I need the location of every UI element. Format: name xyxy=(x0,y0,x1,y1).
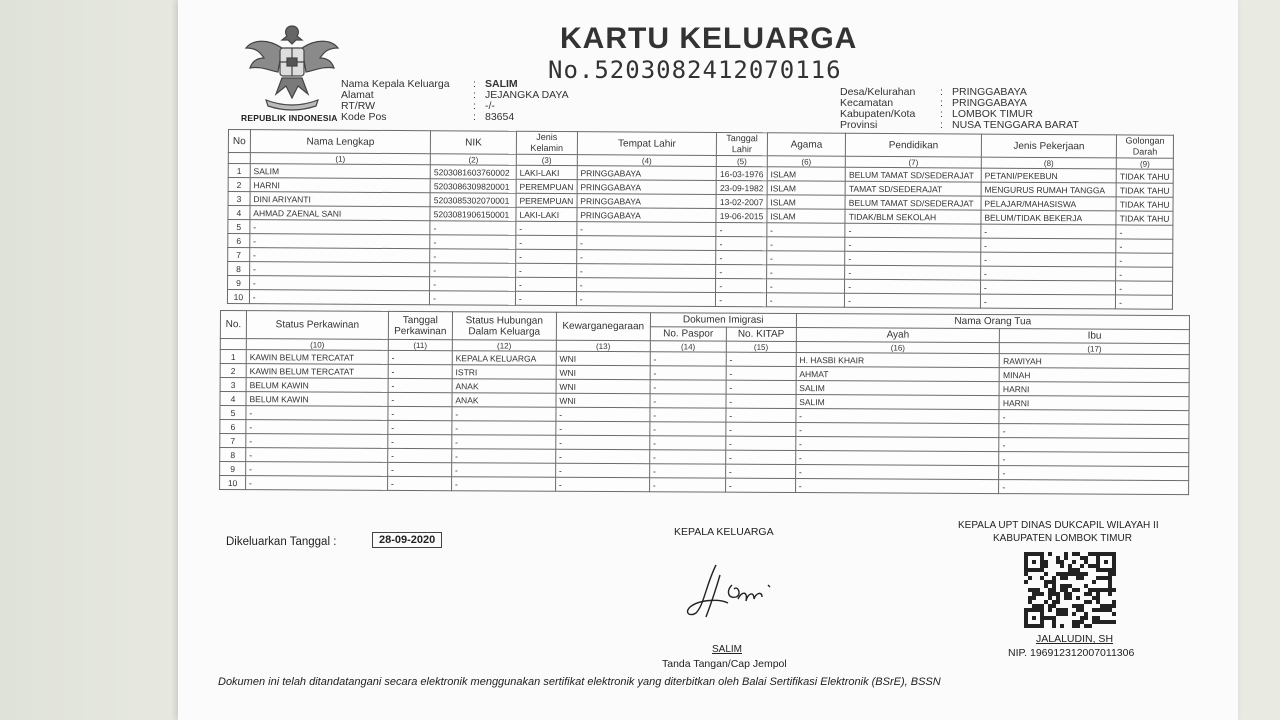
table-cell: WNI xyxy=(556,351,650,365)
table-cell: DINI ARIYANTI xyxy=(250,192,430,207)
table-cell: - xyxy=(795,479,999,494)
table-cell: ISTRI xyxy=(452,365,556,380)
col-header: No. KITAP xyxy=(726,327,796,341)
col-header: Status Perkawinan xyxy=(246,311,388,340)
table-cell: BELUM/TIDAK BEKERJA xyxy=(981,210,1116,225)
table-cell: TIDAK TAHU xyxy=(1116,169,1173,183)
table-cell: 7 xyxy=(220,434,246,448)
table-cell: ISLAM xyxy=(767,181,846,195)
table-cell: - xyxy=(795,451,999,466)
table-cell: - xyxy=(999,452,1189,467)
field-label: Provinsi xyxy=(840,119,878,131)
table-cell: BELUM TAMAT SD/SEDERAJAT xyxy=(845,195,981,210)
table-cell: - xyxy=(515,291,576,305)
table-cell: PRINGGABAYA xyxy=(577,194,717,209)
table-cell: - xyxy=(726,380,796,394)
table-cell: - xyxy=(766,265,845,279)
table-cell: 4 xyxy=(228,206,250,220)
table-cell: - xyxy=(981,224,1116,239)
table-cell: - xyxy=(767,237,846,251)
table-cell: - xyxy=(388,420,452,434)
table-cell: 6 xyxy=(228,234,250,248)
field-label: Nama Kepala Keluarga xyxy=(341,78,450,90)
field-value: SALIM xyxy=(485,78,518,90)
table-cell: - xyxy=(650,408,726,422)
table-cell: WNI xyxy=(556,379,650,393)
table-cell: - xyxy=(766,279,845,293)
table-cell: KAWIN BELUM TERCATAT xyxy=(246,364,388,379)
table-cell: 1 xyxy=(228,164,250,178)
table-cell: - xyxy=(845,279,981,294)
table-cell: - xyxy=(388,448,452,462)
table-cell: - xyxy=(981,252,1116,267)
table-cell: - xyxy=(555,477,649,491)
field-label: Kode Pos xyxy=(341,111,387,123)
official-nip: NIP. 196912312007011306 xyxy=(1008,647,1135,659)
table-cell: - xyxy=(387,476,451,490)
table-cell: ANAK xyxy=(452,393,556,408)
table-cell: - xyxy=(246,462,388,477)
table-cell: - xyxy=(999,424,1189,439)
table-cell: TIDAK TAHU xyxy=(1116,183,1173,197)
table-cell: WNI xyxy=(556,365,650,379)
table-cell: - xyxy=(999,410,1189,425)
table-cell: - xyxy=(556,449,650,463)
table-cell: TAMAT SD/SEDERAJAT xyxy=(845,181,981,196)
field-colon: : xyxy=(473,111,476,123)
table-cell: - xyxy=(726,352,796,366)
column-number: (7) xyxy=(846,156,982,168)
table-cell: - xyxy=(726,408,796,422)
table-cell: - xyxy=(246,420,388,435)
col-header: Pendidikan xyxy=(846,133,982,157)
field-value: PRINGGABAYA xyxy=(952,97,1027,109)
field-value: PRINGGABAYA xyxy=(952,86,1027,98)
field-label: Desa/Kelurahan xyxy=(840,86,916,98)
table-cell: - xyxy=(516,249,577,263)
table-cell: PRINGGABAYA xyxy=(577,208,717,223)
table-cell: PRINGGABAYA xyxy=(577,166,717,181)
table-cell: - xyxy=(1116,239,1173,253)
table-cell: - xyxy=(796,409,1000,424)
table-cell: - xyxy=(430,249,516,264)
col-header: Tanggal Lahir xyxy=(717,132,768,155)
table-cell: - xyxy=(980,266,1115,281)
column-number: (11) xyxy=(388,339,452,350)
table-cell: HARNI xyxy=(250,178,430,193)
table-cell: - xyxy=(980,294,1115,309)
document-number: No.5203082412070116 xyxy=(548,56,842,84)
table-cell: - xyxy=(249,262,429,277)
column-number: (1) xyxy=(250,153,430,165)
table-cell: ISLAM xyxy=(767,167,846,181)
table-cell: 1 xyxy=(220,350,246,364)
header-right-fields xyxy=(840,87,1079,131)
col-header: Jenis Kelamin xyxy=(516,131,577,154)
table-cell: RAWIYAH xyxy=(1000,354,1190,369)
table-cell: - xyxy=(576,264,716,279)
table-cell: - xyxy=(250,220,430,235)
table-cell: 5203081906150001 xyxy=(430,207,516,222)
column-number: (13) xyxy=(556,340,650,351)
table-cell: - xyxy=(1116,225,1173,239)
table-cell: 10 xyxy=(220,476,246,490)
background-surface xyxy=(0,0,200,720)
field-kodepos xyxy=(341,112,569,123)
table-cell: - xyxy=(650,422,726,436)
table-cell: - xyxy=(430,263,516,278)
table-cell: - xyxy=(766,251,845,265)
table-cell: 5 xyxy=(228,220,250,234)
table-cell: - xyxy=(1116,253,1173,267)
table-cell: - xyxy=(716,250,767,264)
table-cell: 3 xyxy=(220,378,246,392)
field-alamat xyxy=(341,90,569,101)
table-cell: 5203081603760002 xyxy=(430,165,516,180)
table-cell: - xyxy=(576,278,716,293)
field-colon: : xyxy=(473,89,476,101)
table-cell: - xyxy=(516,263,577,277)
field-colon: : xyxy=(940,119,943,131)
header-left-fields xyxy=(341,79,569,123)
field-colon: : xyxy=(940,108,943,120)
table-cell: - xyxy=(515,277,576,291)
field-provinsi xyxy=(840,120,1079,131)
table-cell: - xyxy=(725,464,795,478)
col-header: Tanggal Perkawinan xyxy=(388,311,452,339)
table-cell: TIDAK TAHU xyxy=(1116,211,1173,225)
table-cell: 3 xyxy=(228,192,250,206)
table-cell: LAKI-LAKI xyxy=(516,207,577,221)
table-cell: 9 xyxy=(220,462,246,476)
table-cell: HARNI xyxy=(999,396,1189,411)
table-cell: - xyxy=(845,237,981,252)
family-status-table xyxy=(219,310,1190,495)
table-cell: - xyxy=(726,366,796,380)
table-cell: - xyxy=(388,392,452,406)
table-cell: - xyxy=(726,394,796,408)
column-number xyxy=(228,153,250,164)
table-cell: PRINGGABAYA xyxy=(577,180,717,195)
table-cell: 23-09-1982 xyxy=(716,180,767,194)
table-cell: - xyxy=(576,250,716,265)
table-cell: - xyxy=(716,292,767,306)
column-number: (2) xyxy=(430,154,516,166)
table-cell: - xyxy=(716,236,767,250)
footer-note: Dokumen ini telah ditandatangani secara elektronik menggunakan sertifikat elektronik yang diterbitkan oleh Balai Sertifikasi Elektronik (BSrE), BSSN xyxy=(218,676,941,688)
column-number: (6) xyxy=(767,156,846,167)
table-cell: PEREMPUAN xyxy=(516,193,577,207)
field-value: -/- xyxy=(485,100,495,112)
table-cell: 4 xyxy=(220,392,246,406)
table-cell: - xyxy=(725,478,795,492)
table-cell: HARNI xyxy=(999,382,1189,397)
table-cell: - xyxy=(452,421,556,436)
table-cell: - xyxy=(430,235,516,250)
table-cell: - xyxy=(716,222,767,236)
table-cell: BELUM TAMAT SD/SEDERAJAT xyxy=(845,167,981,182)
table-cell: KEPALA KELUARGA xyxy=(452,351,556,366)
table-cell: - xyxy=(246,448,388,463)
table-cell: SALIM xyxy=(250,164,430,179)
table-cell: - xyxy=(577,222,717,237)
table-cell: 5203085302070001 xyxy=(430,193,516,208)
col-header: No xyxy=(228,130,250,153)
table-cell: - xyxy=(999,438,1189,453)
table-cell: 13-02-2007 xyxy=(716,194,767,208)
table-cell: - xyxy=(649,478,725,492)
col-header: Nama Lengkap xyxy=(250,130,431,154)
table-cell: - xyxy=(388,364,452,378)
col-header: Ibu xyxy=(1000,329,1190,344)
table-cell: - xyxy=(796,423,1000,438)
signature-label: Tanda Tangan/Cap Jempol xyxy=(662,658,787,670)
table-cell: - xyxy=(556,421,650,435)
table-cell: 16-03-1976 xyxy=(717,166,768,180)
table-cell: - xyxy=(999,466,1189,481)
table-cell: - xyxy=(650,380,726,394)
table-cell: TIDAK TAHU xyxy=(1116,197,1173,211)
table-cell: - xyxy=(795,465,999,480)
col-header: No. xyxy=(220,311,246,339)
column-number: (12) xyxy=(452,340,556,352)
column-number: (3) xyxy=(516,154,577,165)
field-colon: : xyxy=(940,86,943,98)
table-cell: 6 xyxy=(220,420,246,434)
table-cell: PELAJAR/MAHASISWA xyxy=(981,196,1116,211)
table-cell: - xyxy=(766,293,845,307)
field-label: Kecamatan xyxy=(840,97,894,109)
table-cell: - xyxy=(650,352,726,366)
table-cell: SALIM xyxy=(796,381,1000,396)
table-cell: - xyxy=(981,238,1116,253)
table-cell: 8 xyxy=(228,262,250,276)
table-cell: 7 xyxy=(228,248,250,262)
column-number: (8) xyxy=(981,157,1116,169)
field-colon: : xyxy=(473,78,476,90)
table-cell: - xyxy=(249,290,429,305)
field-label: Kabupaten/Kota xyxy=(840,108,916,120)
column-number: (9) xyxy=(1116,158,1173,169)
col-header: Dokumen Imigrasi xyxy=(650,313,796,328)
table-cell: ANAK xyxy=(452,379,556,394)
table-cell: - xyxy=(452,407,556,422)
table-cell: 19-06-2015 xyxy=(716,208,767,222)
official-title-line1: KEPALA UPT DINAS DUKCAPIL WILAYAH II xyxy=(958,520,1159,531)
table-cell: - xyxy=(716,278,767,292)
table-cell: 2 xyxy=(228,178,250,192)
table-cell: - xyxy=(430,291,516,306)
signature-icon xyxy=(676,555,806,630)
table-cell: - xyxy=(650,366,726,380)
table-cell: - xyxy=(388,378,452,392)
table-cell: - xyxy=(845,265,981,280)
table-cell: - xyxy=(388,350,452,364)
col-header: Kewarganegaraan xyxy=(556,312,650,340)
table-cell: MINAH xyxy=(999,368,1189,383)
qr-code-icon xyxy=(1024,552,1116,628)
table-cell: PETANI/PEKEBUN xyxy=(981,168,1116,183)
field-value: JEJANGKA DAYA xyxy=(485,89,569,101)
field-label: Alamat xyxy=(341,89,374,101)
table-cell: - xyxy=(725,450,795,464)
table-cell: - xyxy=(516,221,577,235)
table-cell: - xyxy=(430,221,516,236)
table-cell: - xyxy=(726,436,796,450)
table-cell: - xyxy=(1116,281,1173,295)
table-cell: - xyxy=(452,463,556,478)
table-cell: 2 xyxy=(220,364,246,378)
col-header: Nama Orang Tua xyxy=(796,314,1189,330)
family-members-table xyxy=(227,129,1174,310)
table-cell: H. HASBI KHAIR xyxy=(796,353,1000,368)
head-of-family-heading: KEPALA KELUARGA xyxy=(674,526,774,538)
table-cell: - xyxy=(556,407,650,421)
table-cell: 9 xyxy=(228,276,250,290)
head-of-family-name: SALIM xyxy=(712,644,743,655)
table-cell: - xyxy=(246,406,388,421)
field-colon: : xyxy=(473,100,476,112)
table-cell: - xyxy=(388,406,452,420)
table-cell: - xyxy=(555,463,649,477)
table-cell: - xyxy=(516,235,577,249)
table-cell: - xyxy=(845,251,981,266)
col-header: Agama xyxy=(767,133,846,156)
table-cell: - xyxy=(246,434,388,449)
col-header: No. Paspor xyxy=(650,327,726,341)
column-number: (15) xyxy=(726,341,796,352)
table-cell: - xyxy=(576,292,716,307)
table-cell: TIDAK/BLM SEKOLAH xyxy=(845,209,981,224)
table-cell: 8 xyxy=(220,448,246,462)
column-number: (16) xyxy=(796,342,1000,354)
col-header: Ayah xyxy=(796,328,1000,343)
table-cell: - xyxy=(388,462,452,476)
table-cell: - xyxy=(246,476,388,491)
table-cell: - xyxy=(795,437,999,452)
table-cell: - xyxy=(250,234,430,249)
table-cell: - xyxy=(556,435,650,449)
table-cell: - xyxy=(452,435,556,450)
table-cell: - xyxy=(249,276,429,291)
field-value: LOMBOK TIMUR xyxy=(952,108,1033,120)
table-cell: - xyxy=(980,280,1115,295)
table-cell: BELUM KAWIN xyxy=(246,378,388,393)
table-cell: - xyxy=(650,436,726,450)
issued-date-label: Dikeluarkan Tanggal : xyxy=(226,536,337,548)
issued-date-value: 28-09-2020 xyxy=(372,532,442,548)
col-header: Status Hubungan Dalam Keluarga xyxy=(452,312,556,341)
field-colon: : xyxy=(940,97,943,109)
field-label: RT/RW xyxy=(341,100,376,112)
table-cell: AHMAD ZAENAL SANI xyxy=(250,206,430,221)
table-cell: - xyxy=(250,248,430,263)
table-cell: - xyxy=(767,223,846,237)
col-header: Golongan Darah xyxy=(1117,135,1174,158)
table-cell: MENGURUS RUMAH TANGGA xyxy=(981,182,1116,197)
table-cell: - xyxy=(650,450,726,464)
table-cell: ISLAM xyxy=(767,195,846,209)
column-number xyxy=(220,339,246,350)
col-header: NIK xyxy=(431,131,517,155)
table-cell: - xyxy=(577,236,717,251)
table-cell: AHMAT xyxy=(796,367,1000,382)
table-cell: 5203086309820001 xyxy=(430,179,516,194)
document-title: KARTU KELUARGA xyxy=(560,22,858,55)
table-cell: - xyxy=(1116,267,1173,281)
table-cell: PEREMPUAN xyxy=(516,179,577,193)
table-cell: - xyxy=(1116,295,1173,309)
column-number: (4) xyxy=(577,155,717,167)
table-cell: LAKI-LAKI xyxy=(516,165,577,179)
field-value: 83654 xyxy=(485,111,515,123)
table-cell: - xyxy=(845,223,981,238)
table-cell: KAWIN BELUM TERCATAT xyxy=(246,350,388,365)
table-cell: - xyxy=(649,464,725,478)
official-name: JALALUDIN, SH xyxy=(1036,633,1114,645)
table-cell: - xyxy=(452,449,556,464)
table-cell: 10 xyxy=(227,290,249,304)
column-number: (10) xyxy=(246,339,388,351)
table-cell: - xyxy=(388,434,452,448)
column-number: (17) xyxy=(1000,343,1190,355)
col-header: Tempat Lahir xyxy=(577,132,717,156)
official-title-line2: KABUPATEN LOMBOK TIMUR xyxy=(993,533,1132,544)
table-cell: - xyxy=(999,480,1189,495)
table-cell: - xyxy=(451,477,555,492)
table-cell: ISLAM xyxy=(767,209,846,223)
col-header: Jenis Pekerjaan xyxy=(981,134,1116,158)
table-cell: SALIM xyxy=(796,395,1000,410)
table-cell: WNI xyxy=(556,393,650,407)
field-value: NUSA TENGGARA BARAT xyxy=(952,119,1079,131)
column-number: (14) xyxy=(650,341,726,352)
table-cell: 5 xyxy=(220,406,246,420)
garuda-emblem-icon xyxy=(242,18,342,113)
table-cell: - xyxy=(845,293,981,308)
table-cell: BELUM KAWIN xyxy=(246,392,388,407)
column-number: (5) xyxy=(717,155,768,166)
table-cell: - xyxy=(716,264,767,278)
country-label: REPUBLIK INDONESIA xyxy=(241,113,338,123)
table-cell: - xyxy=(430,277,516,292)
table-cell: - xyxy=(726,422,796,436)
table-cell: - xyxy=(650,394,726,408)
